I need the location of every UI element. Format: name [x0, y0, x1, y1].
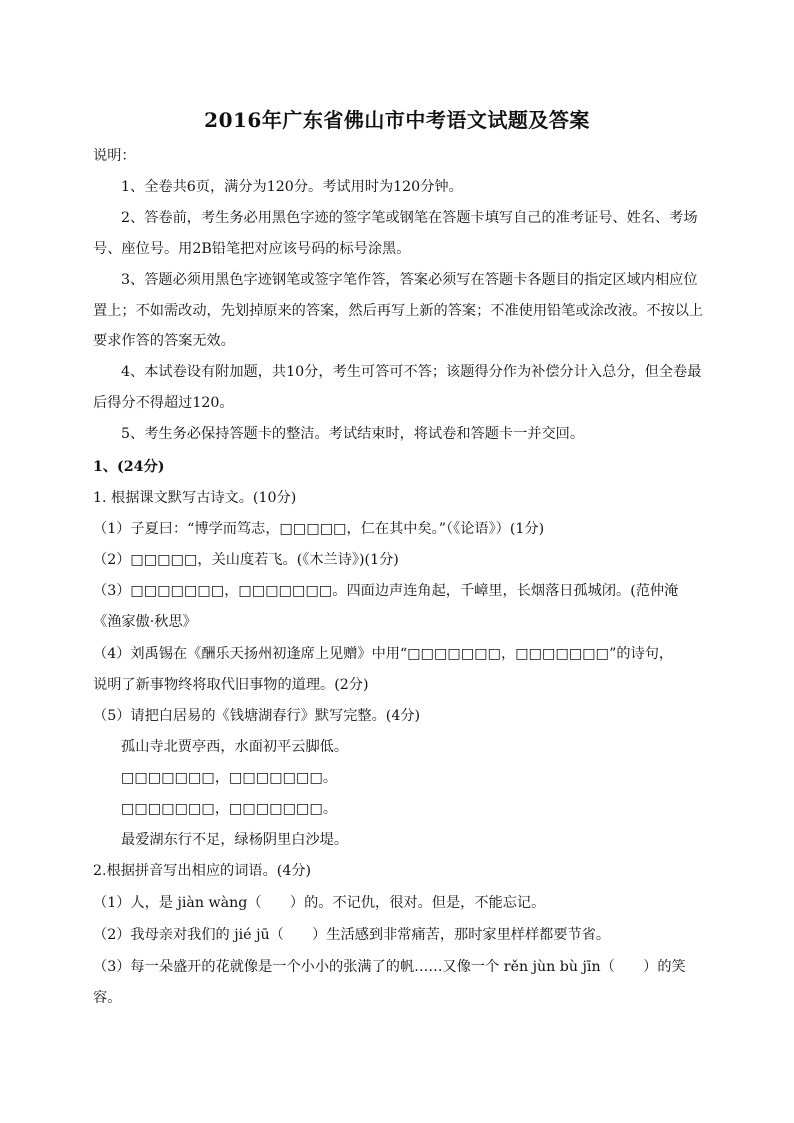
poem-line-2: □□□□□□□，□□□□□□□。 [121, 770, 338, 786]
instruction-4-cont: 后得分不得超过120。 [93, 395, 234, 411]
question-1-3-cont: 《渔家傲·秋思》 [93, 614, 197, 630]
instruction-3-cont: 置上；不如需改动，先划掉原来的答案，然后再写上新的答案；不准使用铅笔或涂改液。不按以上 [93, 303, 704, 319]
question-1-4: （4）刘禹锡在《酬乐天扬州初逢席上见赠》中用“□□□□□□□，□□□□□□□”的诗句， [93, 646, 674, 662]
question-1-2: （2）□□□□□，关山度若飞。(《木兰诗》)(1分) [93, 552, 399, 568]
section-1-heading: 1、(24分) [93, 459, 165, 475]
instruction-2-cont: 号、座位号。用2B铅笔把对应该号码的标号涂黑。 [93, 241, 411, 257]
instruction-3: 3、答题必须用黑色字迹钢笔或签字笔作答，答案必须写在答题卡各题目的指定区域内相应位 [121, 272, 698, 288]
question-1-3: （3）□□□□□□□，□□□□□□□。四面边声连角起，千嶂里，长烟落日孤城闭。(范仲淹 [93, 583, 679, 599]
poem-line-3: □□□□□□□，□□□□□□□。 [121, 801, 338, 817]
instruction-1: 1、全卷共6页，满分为120分。考试用时为120分钟。 [121, 179, 463, 195]
instructions-heading: 说明： [93, 148, 136, 164]
question-2-3: （3）每一朵盛开的花就像是一个小小的张满了的帆……又像一个 rěn jùn bù jīn（ ）的笑 [93, 959, 686, 975]
document-title: 2016年广东省佛山市中考语文试题及答案 [204, 108, 590, 132]
question-2-2: （2）我母亲对我们的 jié jū（ ）生活感到非常痛苦，那时家里样样都要节省。 [93, 927, 611, 943]
question-1-1: （1）子夏曰：“博学而笃志，□□□□□，仁在其中矣。”（《论语》）(1分) [93, 521, 545, 537]
poem-line-1: 孤山寺北贾亭西，水面初平云脚低。 [121, 739, 349, 755]
instruction-5: 5、考生务必保持答题卡的整洁。考试结束时，将试卷和答题卡一并交回。 [121, 426, 585, 442]
instruction-4: 4、本试卷设有附加题，共10分，考生可答可不答；该题得分作为补偿分计入总分，但全卷最 [121, 364, 702, 380]
poem-line-4: 最爱湖东行不足，绿杨阴里白沙堤。 [121, 832, 349, 848]
question-2-1: （1）人，是 jiàn wàng（ ）的。不记仇，很对。但是，不能忘记。 [93, 895, 546, 911]
question-1-4-cont: 说明了新事物终将取代旧事物的道理。(2分) [93, 677, 369, 693]
instruction-2: 2、答卷前，考生务必用黑色字迹的签字笔或钢笔在答题卡填写自己的准考证号、姓名、考场 [121, 210, 698, 226]
instruction-3-cont2: 要求作答的答案无效。 [93, 333, 235, 349]
question-1-5: （5）请把白居易的《钱塘湖春行》默写完整。(4分) [93, 708, 421, 724]
question-2: 2.根据拼音写出相应的词语。(4分) [93, 863, 312, 879]
question-2-3-cont: 容。 [93, 990, 122, 1006]
question-1: 1. 根据课文默写古诗文。(10分) [93, 490, 297, 506]
